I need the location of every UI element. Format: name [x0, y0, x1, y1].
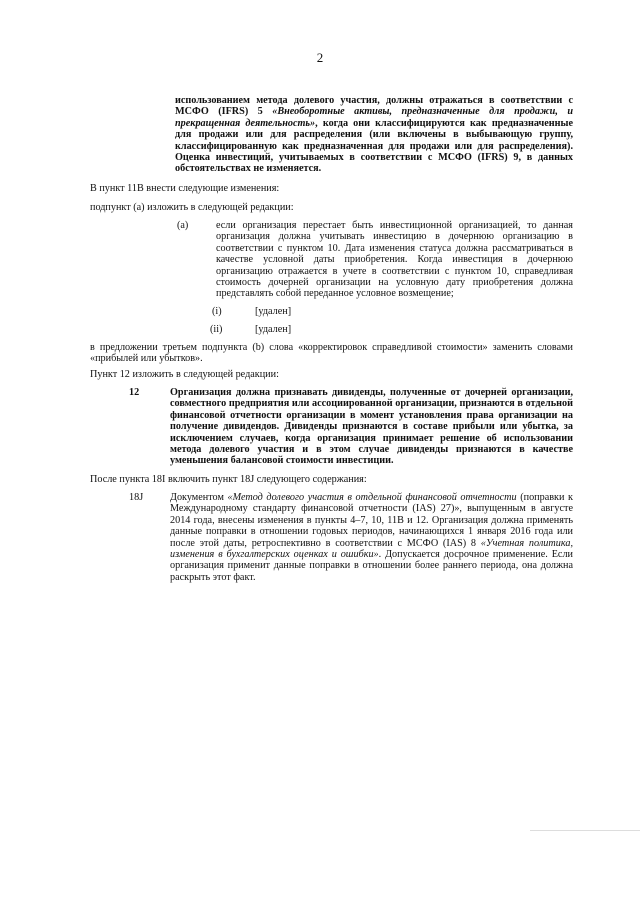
- paragraph-continuation: [175, 95, 573, 175]
- scan-edge-mark: [530, 830, 640, 831]
- standard-title-ias8: «Учетная политика, изменения в бухгалтерских оценках и ошибки»: [170, 537, 573, 561]
- para-12-text: Организация должна признавать дивиденды, полученные от дочерней организации, совместного предприятия или ассоциированной организации, признаются в отдельной финансовой отчетности организации в момент установления права организации на получение дивидендов. Дивиденды признаются в составе прибыли или убытка, за исключением случаев, когда организация принимает решение об использовании метода долевого участия и в этом случае дивиденды признаются в качестве уменьшения балансовой стоимости инвестиции.: [170, 387, 573, 467]
- instruction-12: Пункт 12 изложить в следующей редакции:: [90, 369, 279, 380]
- paragraph-continuation-text-end: , когда они классифицируются как предназначенные для продажи или для распределения (или включены в выбывающую группу, классифицированную как предназначенная для продажи или для распределения). Оценка инвестиций, учитываемых в соответствии с МСФО (IFRS) 9, в данных обстоятельствах не изменяется.: [175, 117, 573, 175]
- para-18j-label: 18J: [129, 492, 144, 503]
- standard-title-ifrs5: «Внеоборотные активы, предназначенные для продажи, и прекращенная деятельность»: [175, 106, 573, 129]
- instruction-18j: После пункта 18I включить пункт 18J следующего содержания:: [90, 474, 367, 485]
- item-i-label: (i): [212, 306, 222, 317]
- instruction-subpoint-a: подпункт (a) изложить в следующей редакции:: [90, 202, 294, 213]
- instruction-sentence3: в предложении третьем подпункта (b) слова «корректировок справедливой стоимости» заменить словами «прибылей или убытков».: [90, 342, 573, 365]
- para-12-label: 12: [129, 387, 140, 398]
- para-18j-text-a: Документом: [170, 492, 228, 503]
- paragraph-continuation-text: использованием метода долевого участия, должны отражаться в соответствии с МСФО (IFRS) 5: [175, 95, 573, 118]
- item-a-text: если организация перестает быть инвестиционной организацией, то данная организация должна учитывать инвестицию в дочернюю организацию в соответствии с пунктом 10. Дата изменения статуса должна рассматриваться в качестве условной даты приобретения. Когда инвестиция в дочернюю организацию отражается в учете в соответствии с пунктом 10, справедливая стоимость дочерней организации на условную дату приобретения должна представлять собой переданное условное возмещение;: [216, 220, 573, 300]
- para-18j-text-e: . Допускается досрочное применение. Если организация применит данные поправки в отношении более раннего периода, она должна раскрыть этот факт.: [170, 549, 573, 583]
- para-18j-text: [170, 492, 573, 583]
- item-ii-text: [удален]: [255, 324, 292, 335]
- document-title-equity-method: «Метод долевого участия в отдельной финансовой отчетности: [227, 492, 517, 503]
- item-ii-label: (ii): [210, 324, 223, 335]
- item-i-text: [удален]: [255, 306, 292, 317]
- page-number: 2: [316, 50, 324, 65]
- item-a-label: (a): [177, 220, 189, 231]
- instruction-11b: В пункт 11B внести следующие изменения:: [90, 183, 280, 194]
- para-18j-text-c: (поправки к Международному стандарту финансовой отчетности (IAS) 27)», выпущенным в августе 2014 года, внесены изменения в пункты 4–7, 10, 11B и 12. Организация должна применять данные поправки в отношении годовых периодов, начинающихся 1 января 2016 года или после этой даты, ретроспективно в соответствии с МСФО (IAS) 8: [170, 492, 573, 549]
